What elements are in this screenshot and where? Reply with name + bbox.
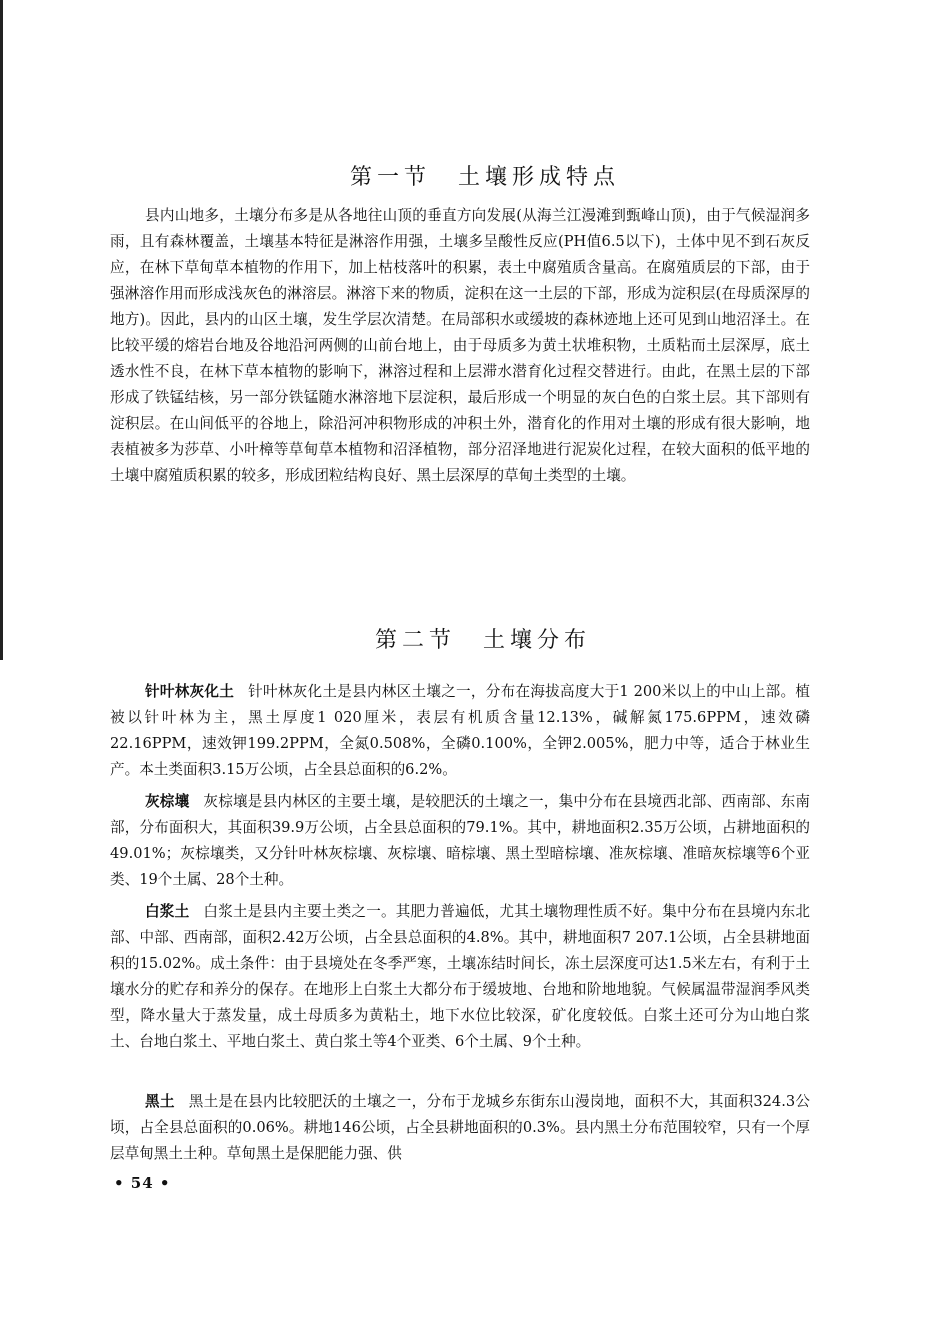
- section1-title: 第一节 土壤形成特点: [349, 165, 620, 190]
- soil-entry-coniferous-podzol: [110, 679, 810, 783]
- soil-term: 灰棕壤: [145, 793, 190, 810]
- scan-page-edge: [0, 0, 3, 660]
- soil-description: 白浆土是县内主要土类之一。其肥力普遍低，尤其土壤物理性质不好。集中分布在县境内东北部、中部、西南部，面积2.42万公顷，占全县总面积的4.8%。其中，耕地面积7 207.1公顷，占全县耕地面积的15.02%。成土条件：由于县境处在冬季严寒，土壤冻结时间长，冻土层深度可达1.5米左右，有利于土壤水分的贮存和养分的保存。在地形上白浆土大都分布于缓坡地、台地和阶地地貌。气候属温带湿润季风类型，降水量大于蒸发量，成土母质多为黄粘土，地下水位比较深，矿化度较低。白浆土还可分为山地白浆土、台地白浆土、平地白浆土、黄白浆土等4个亚类、6个土属、9个土种。: [110, 903, 810, 1050]
- soil-entry-albic-soil: [110, 899, 810, 1055]
- section1-paragraph: 县内山地多，土壤分布多是从各地往山顶的垂直方向发展(从海兰江漫滩到甄峰山顶)，由于气候湿润多雨，且有森林覆盖，土壤基本特征是淋溶作用强，土壤多呈酸性反应(PH值6.5以下)，土体中见不到石灰反应，在林下草甸草本植物的作用下，加上枯枝落叶的积累，表土中腐殖质含量高。在腐殖质层的下部，由于强淋溶作用而形成浅灰色的淋溶层。淋溶下来的物质，淀积在这一土层的下部，形成为淀积层(在母质深厚的地方)。因此，县内的山区土壤，发生学层次清楚。在局部积水或缓坡的森林迹地上还可见到山地沼泽土。在比较平缓的熔岩台地及谷地沿河两侧的山前台地上，由于母质多为黄土状堆积物，土质粘而土层深厚，底土透水性不良，在林下草本植物的影响下，淋溶过程和上层滞水潜育化过程交替进行。由此，在黑土层的下部形成了铁锰结核，另一部分铁锰随水淋溶地下层淀积，最后形成一个明显的灰白色的白浆土层。其下部则有淀积层。在山间低平的谷地上，除沿河冲积物形成的冲积土外，潜育化的作用对土壤的形成有很大影响，地表植被多为莎草、小叶樟等草甸草本植物和沼泽植物，部分沼泽地进行泥炭化过程，在较大面积的低平地的土壤中腐殖质积累的较多，形成团粒结构良好、黑土层深厚的草甸土类型的土壤。: [110, 207, 810, 484]
- soil-term: 白浆土: [145, 903, 190, 920]
- soil-entry-black-soil: [110, 1089, 810, 1167]
- soil-term: 针叶林灰化土: [145, 683, 235, 700]
- soil-entry-gray-brown-earth: [110, 789, 810, 893]
- soil-description: 黑土是在县内比较肥沃的土壤之一，分布于龙城乡东街东山漫岗地，面积不大，其面积324.3公顷，占全县总面积的0.06%。耕地146公顷，占全县耕地面积的0.3%。县内黑土分布范围较窄，只有一个厚层草甸黑土土种。草甸黑土是保肥能力强、供: [110, 1093, 810, 1162]
- soil-description: 灰棕壤是县内林区的主要土壤，是较肥沃的土壤之一，集中分布在县境西北部、西南部、东南部，分布面积大，其面积39.9万公顷，占全县总面积的79.1%。其中，耕地面积2.35万公顷，占耕地面积的49.01%；灰棕壤类，又分针叶林灰棕壤、灰棕壤、暗棕壤、黑土型暗棕壤、准灰棕壤、准暗灰棕壤等6个亚类、19个土属、28个土种。: [110, 793, 810, 888]
- section2-title: 第二节 土壤分布: [374, 628, 591, 653]
- page-number: • 54 •: [114, 1174, 171, 1192]
- soil-term: 黑土: [145, 1093, 175, 1110]
- soil-description: 针叶林灰化土是县内林区土壤之一，分布在海拔高度大于1 200米以上的中山上部。植被以针叶林为主，黑土厚度1 020厘米，表层有机质含量12.13%，碱解氮175.6PPM，速效磷22.16PPM，速效钾199.2PPM，全氮0.508%，全磷0.100%，全钾2.005%，肥力中等，适合于林业生产。本土类面积3.15万公顷，占全县总面积的6.2%。: [110, 683, 810, 778]
